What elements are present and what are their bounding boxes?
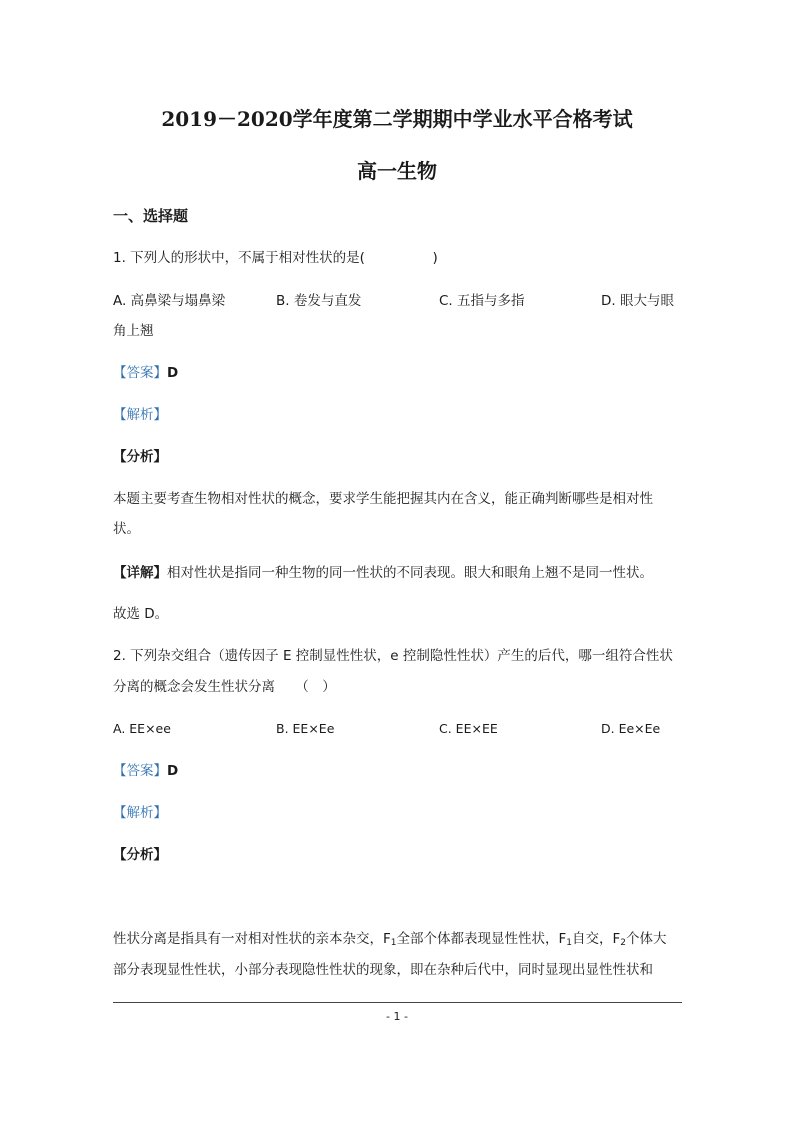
section-heading: 一、选择题: [113, 207, 189, 225]
text-segment: 个体大: [626, 931, 667, 947]
answer-value: D: [167, 763, 179, 779]
q2-jiexi-label: 【解析】: [113, 805, 167, 821]
text-segment: 性状分离是指具有一对相对性状的亲本杂交，F: [113, 931, 391, 947]
q1-detail: [113, 563, 653, 583]
subscript: 1: [390, 938, 397, 948]
q2-analysis-line2: 部分表现显性性状，小部分表现隐性性状的现象，即在杂种后代中，同时显现出显性性状和: [113, 962, 653, 978]
answer-value: D: [167, 365, 179, 381]
q1-analysis-line1: 本题主要考查生物相对性状的概念，要求学生能把握其内在含义，能正确判断哪些是相对性: [113, 491, 653, 507]
q1-answer-line: [113, 363, 178, 383]
q2-analysis-line1: [113, 929, 667, 953]
q2-stem-line1: 2. 下列杂交组合（遗传因子 E 控制显性性状，e 控制隐性性状）产生的后代，哪一组符合性状: [113, 648, 673, 664]
q2-stem-line2: 分离的概念会发生性状分离 （ ）: [113, 679, 336, 695]
page-number: - 1 -: [386, 1010, 408, 1023]
q1-option-a: A. 高鼻梁与塌鼻梁: [113, 293, 226, 309]
q1-option-d: D. 眼大与眼: [601, 293, 674, 309]
q2-option-d: D. Ee×Ee: [601, 721, 661, 736]
q2-option-a: A. EE×ee: [113, 721, 171, 736]
q2-option-b: B. EE×Ee: [276, 721, 335, 736]
q2-answer-line: [113, 761, 178, 781]
detail-text: 相对性状是指同一种生物的同一性状的不同表现。眼大和眼角上翘不是同一性状。: [167, 565, 653, 581]
q1-conclusion: 故选 D。: [113, 606, 169, 622]
q1-jiexi-label: 【解析】: [113, 407, 167, 423]
detail-label: 【详解】: [113, 565, 167, 581]
q1-fenxi-label: 【分析】: [113, 449, 167, 465]
subject-title: 高一生物: [357, 159, 437, 183]
subscript: 2: [620, 938, 626, 948]
q2-option-c: C. EE×EE: [439, 721, 498, 736]
q1-analysis-line2: 状。: [113, 521, 140, 537]
q2-fenxi-label: 【分析】: [113, 847, 167, 863]
q1-stem: 1. 下列人的形状中，不属于相对性状的是( ): [113, 250, 438, 266]
text-segment: 全部个体都表现显性性状，F: [396, 931, 567, 947]
q1-option-c: C. 五指与多指: [439, 293, 525, 309]
answer-label: 【答案】: [113, 365, 167, 381]
footer-divider: [113, 1002, 682, 1003]
answer-label: 【答案】: [113, 763, 167, 779]
subscript: 1: [566, 938, 572, 948]
q1-option-b: B. 卷发与直发: [276, 293, 362, 309]
q1-option-d-continued: 角上翘: [113, 323, 154, 339]
exam-title: 2019－2020学年度第二学期期中学业水平合格考试: [161, 107, 633, 131]
text-segment: 自交，F: [572, 931, 621, 947]
